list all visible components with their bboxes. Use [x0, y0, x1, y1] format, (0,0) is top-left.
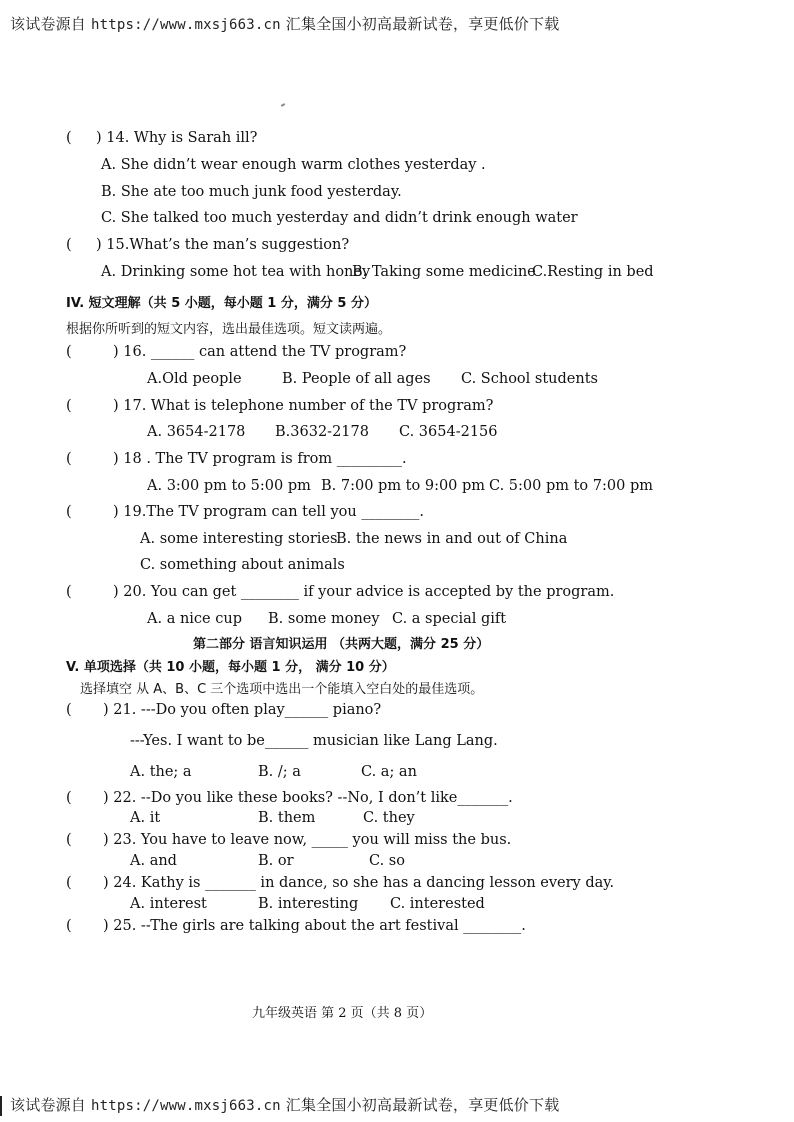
q18-option-b: B. 7:00 pm to 9:00 pm: [321, 478, 486, 494]
q21-option-a: A. the; a: [130, 764, 192, 780]
q17-option-b: B.3632-2178: [275, 424, 369, 440]
answer-paren: (: [66, 918, 72, 934]
section-4-title: IV. 短文理解（共 5 小题，每小题 1 分，满分 5 分）: [66, 296, 377, 311]
q21-option-c: C. a; an: [361, 764, 417, 780]
part-2-title: 第二部分 语言知识运用 （共两大题，满分 25 分）: [193, 637, 490, 652]
q14-option-c: C. She talked too much yesterday and didn’t drink enough water: [101, 210, 578, 226]
source-banner-bottom: [10, 1094, 559, 1115]
q19-option-b: B. the news in and out of China: [336, 531, 568, 547]
answer-paren: (: [66, 237, 72, 253]
q18-option-c: C. 5:00 pm to 7:00 pm: [489, 478, 653, 494]
section-5-title: V. 单项选择（共 10 小题，每小题 1 分， 满分 10 分）: [66, 660, 395, 675]
question-21: ) 21. ---Do you often play______ piano?: [103, 702, 382, 718]
q20-option-b: B. some money: [268, 611, 380, 627]
banner-suffix: 汇集全国小初高最新试卷，享更低价下载: [285, 15, 560, 33]
q14-option-b: B. She ate too much junk food yesterday.: [101, 184, 402, 200]
q18-option-a: A. 3:00 pm to 5:00 pm: [147, 478, 311, 494]
answer-paren: (: [66, 702, 72, 718]
answer-paren: (: [66, 832, 72, 848]
question-19: ) 19.The TV program can tell you ________.: [113, 504, 424, 520]
banner-suffix: 汇集全国小初高最新试卷，享更低价下载: [285, 1096, 560, 1114]
q22-option-a: A. it: [130, 810, 161, 826]
q17-option-a: A. 3654-2178: [147, 424, 246, 440]
q19-option-c: C. something about animals: [140, 557, 345, 573]
scan-speck: [281, 103, 285, 107]
q24-option-c: C. interested: [390, 896, 485, 912]
q17-option-c: C. 3654-2156: [399, 424, 498, 440]
question-17: ) 17. What is telephone number of the TV program?: [113, 398, 494, 414]
q16-option-a: A.Old people: [147, 371, 242, 387]
answer-paren: (: [66, 790, 72, 806]
scan-edge-mark: [0, 1096, 2, 1116]
answer-paren: (: [66, 344, 72, 360]
question-20: ) 20. You can get ________ if your advice is accepted by the program.: [113, 584, 615, 600]
answer-paren: (: [66, 398, 72, 414]
banner-url-link[interactable]: https://www.mxsj663.cn: [90, 17, 281, 33]
answer-paren: (: [66, 584, 72, 600]
question-22: ) 22. --Do you like these books? --No, I don’t like_______.: [103, 790, 513, 806]
page-footer: 九年级英语 第 2 页（共 8 页）: [252, 1006, 433, 1021]
answer-paren: (: [66, 130, 72, 146]
q15-option-b: B. Taking some medicine: [352, 264, 536, 280]
question-24: ) 24. Kathy is _______ in dance, so she has a dancing lesson every day.: [103, 875, 615, 891]
q16-option-b: B. People of all ages: [282, 371, 431, 387]
q22-option-c: C. they: [363, 810, 415, 826]
question-18: ) 18 . The TV program is from _________.: [113, 451, 407, 467]
source-banner-top: [10, 13, 559, 34]
q14-option-a: A. She didn’t wear enough warm clothes yesterday .: [101, 157, 486, 173]
question-14: ) 14. Why is Sarah ill?: [96, 130, 258, 146]
q20-option-a: A. a nice cup: [147, 611, 242, 627]
banner-prefix: 该试卷源自: [10, 15, 87, 33]
q23-option-b: B. or: [258, 853, 294, 869]
question-23: ) 23. You have to leave now, _____ you will miss the bus.: [103, 832, 512, 848]
banner-url-link[interactable]: https://www.mxsj663.cn: [90, 1098, 281, 1114]
question-25: ) 25. --The girls are talking about the art festival ________.: [103, 918, 526, 934]
q24-option-b: B. interesting: [258, 896, 359, 912]
answer-paren: (: [66, 504, 72, 520]
q23-option-a: A. and: [130, 853, 177, 869]
q15-option-a: A. Drinking some hot tea with honey: [101, 264, 371, 280]
q21-option-b: B. /; a: [258, 764, 301, 780]
q23-option-c: C. so: [369, 853, 405, 869]
question-16: ) 16. ______ can attend the TV program?: [113, 344, 407, 360]
q20-option-c: C. a special gift: [392, 611, 507, 627]
q19-option-a: A. some interesting stories: [140, 531, 338, 547]
section-4-instruction: 根据你所听到的短文内容，选出最佳选项。短文读两遍。: [66, 322, 392, 337]
question-15: ) 15.What’s the man’s suggestion?: [96, 237, 350, 253]
answer-paren: (: [66, 875, 72, 891]
q15-option-c: C.Resting in bed: [532, 264, 654, 280]
q22-option-b: B. them: [258, 810, 316, 826]
q24-option-a: A. interest: [130, 896, 207, 912]
q16-option-c: C. School students: [461, 371, 598, 387]
answer-paren: (: [66, 451, 72, 467]
banner-prefix: 该试卷源自: [10, 1096, 87, 1114]
question-21-line2: ---Yes. I want to be______ musician like Lang Lang.: [130, 733, 498, 749]
section-5-instruction: 选择填空 从 A、B、C 三个选项中选出一个能填入空白处的最佳选项。: [80, 682, 484, 697]
